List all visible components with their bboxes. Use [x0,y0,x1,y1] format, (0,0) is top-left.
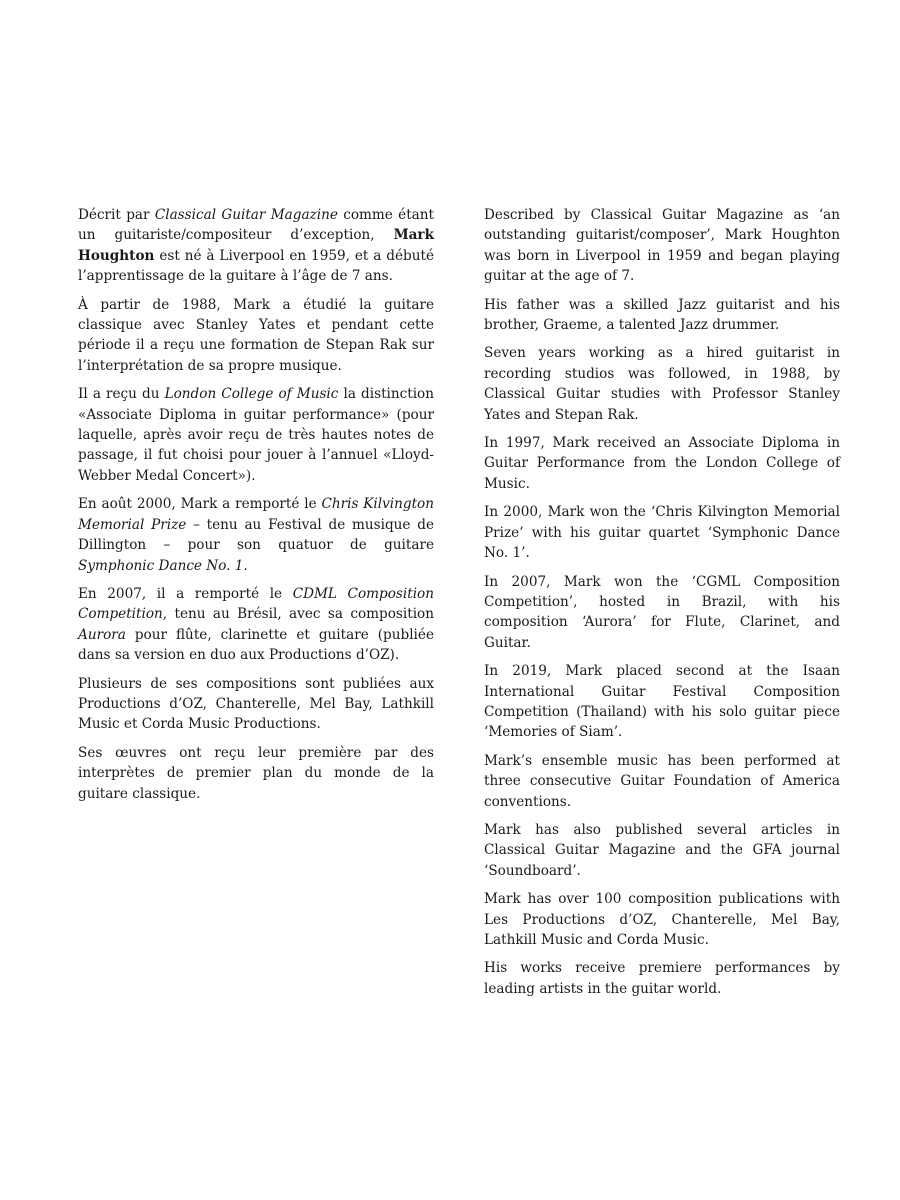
text-run: comme étant un guitariste/compositeur d’exception, [78,207,434,244]
english-paragraph: Seven years working as a hired guitarist in recording studios was followed, in 1988, by Classical Guitar studies with Professor Stanley Yates and Stepan Rak. [484,345,840,423]
competition-name: CDML Composition Competition [78,585,434,623]
text-run: est né à Liverpool en 1959, et a débuté l’apprentissage de la guitare à l’âge de 7 ans. [78,247,434,285]
english-biography-column [484,205,840,999]
french-biography-column [78,205,434,804]
french-paragraph-competition [78,584,434,666]
french-paragraph-publishers: Plusieurs de ses compositions sont publiées aux Productions d’OZ, Chanterelle, Mel Bay, Lathkill Music et Corda Music Productions. [78,675,434,733]
text-run: Décrit par [78,207,155,223]
english-paragraph: Mark has also published several articles in Classical Guitar Magazine and the GFA journal ‘Soundboard’. [484,821,840,879]
text-run: En août 2000, Mark a remporté le [78,496,322,513]
english-paragraph: In 1997, Mark received an Associate Diploma in Guitar Performance from the London College of Music. [484,435,840,492]
english-paragraph: In 2007, Mark won the ‘CGML Composition Competition’, hosted in Brazil, with his composition ‘Aurora’ for Flute, Clarinet, and Guitar. [484,573,840,651]
magazine-title: Classical Guitar Magazine [154,207,338,223]
prize-name: Chris Kilvington Memorial Prize [78,496,434,533]
text-run: Il a reçu du [78,386,165,403]
french-paragraph-premieres: Ses œuvres ont reçu leur première par des interprètes de premier plan du monde de la guitare classique. [78,744,434,802]
piece-title: Aurora [78,626,126,643]
english-paragraph: Mark’s ensemble music has been performed at three consecutive Guitar Foundation of America conventions. [484,752,840,810]
english-paragraph: In 2000, Mark won the ‘Chris Kilvington Memorial Prize’ with his guitar quartet ‘Symphonic Dance No. 1’. [484,504,840,562]
text-run: , tenu au Brésil, avec sa composition [162,606,434,623]
english-paragraph: His father was a skilled Jazz guitarist and his brother, Graeme, a talented Jazz drummer. [484,296,840,334]
english-paragraph: In 2019, Mark placed second at the Isaan International Guitar Festival Composition Competition (Thailand) with his solo guitar piece ‘Memories of Siam’. [484,663,840,741]
text-run: la distinction «Associate Diploma in guitar performance» (pour laquelle, après avoir reçu de très hautes notes de passage, il fut choisi pour jouer à l’annuel «Lloyd-Webber Medal Concert»). [78,386,434,484]
english-paragraph: Described by Classical Guitar Magazine as ‘an outstanding guitarist/composer’, Mark Houghton was born in Liverpool in 1959 and began playing guitar at the age of 7. [484,207,840,285]
french-paragraph-studies: À partir de 1988, Mark a étudié la guitare classique avec Stanley Yates et pendant cette période il a reçu une formation de Stepan Rak sur l’interprétation de sa propre musique. [78,296,434,374]
french-paragraph-diploma [78,384,434,486]
text-run: . [243,557,248,574]
text-run: – tenu au Festival de musique de Dillington – pour son quatuor de guitare [78,516,434,554]
english-paragraph: Mark has over 100 composition publications with Les Productions d’OZ, Chanterelle, Mel Bay, Lathkill Music and Corda Music. [484,891,840,948]
artist-name: Mark Houghton [78,227,434,264]
piece-title: Symphonic Dance No. 1 [78,557,244,574]
french-paragraph-intro [78,205,434,287]
french-paragraph-prize [78,494,434,576]
text-run: En 2007, il a remporté le [78,585,293,602]
english-paragraph: His works receive premiere performances by leading artists in the guitar world. [484,960,840,997]
text-run: pour flûte, clarinette et guitare (publiée dans sa version en duo aux Productions d’OZ). [78,626,434,664]
college-name: London College of Music [164,386,339,403]
